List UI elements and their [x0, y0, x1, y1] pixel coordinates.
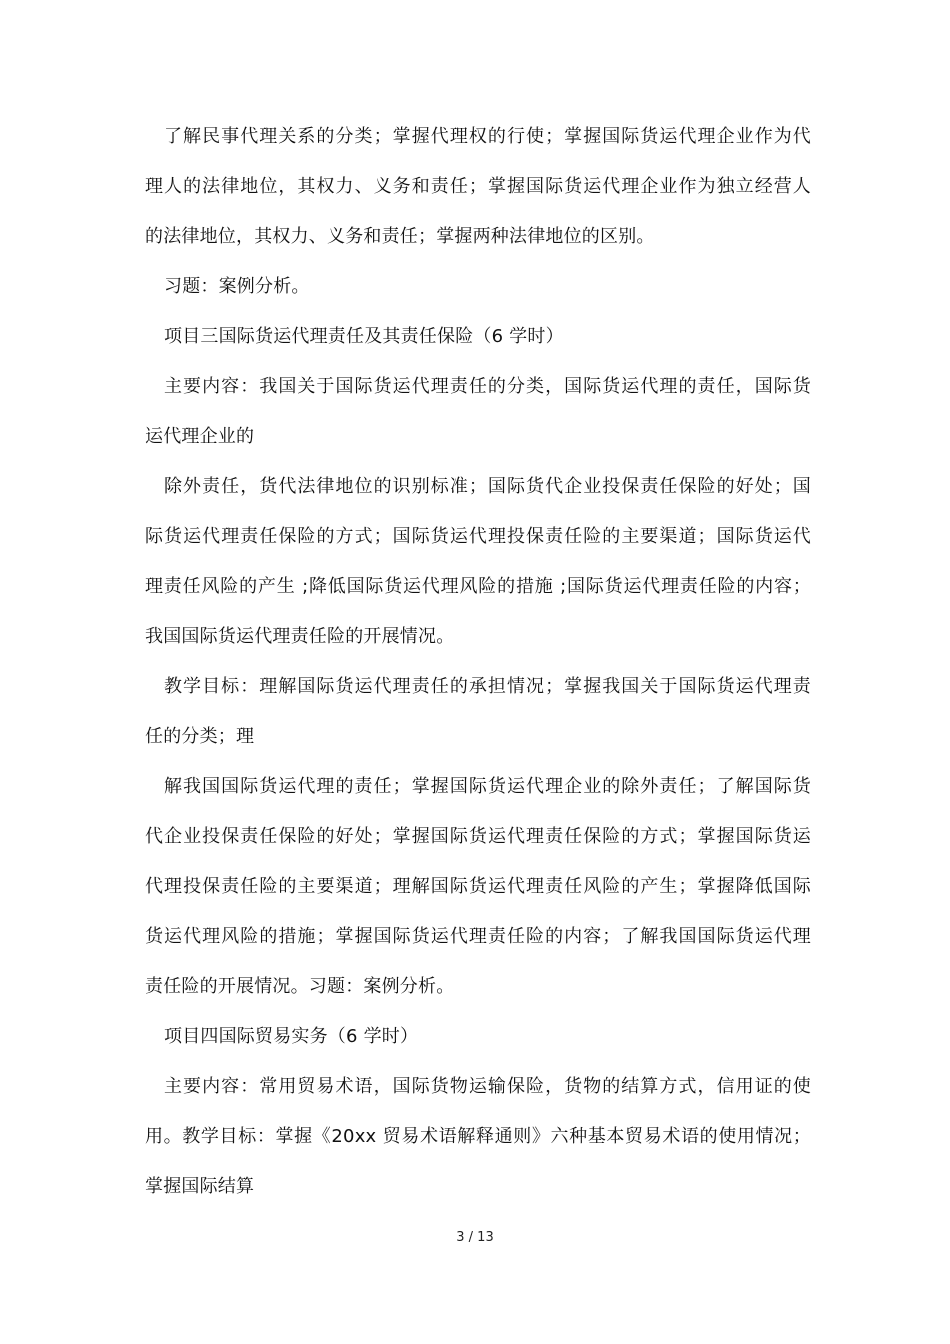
text-line: 掌握国际结算	[145, 1176, 255, 1197]
text-line: 理人的法律地位，其权力、义务和责任；掌握国际货运代理企业作为独立经营人	[145, 176, 811, 197]
text-line: 任的分类；理	[145, 726, 255, 747]
document-body	[145, 112, 811, 1212]
text-line: 的法律地位，其权力、义务和责任；掌握两种法律地位的区别。	[145, 226, 655, 247]
text-line: 代企业投保责任保险的好处；掌握国际货运代理责任保险的方式；掌握国际货运	[145, 826, 811, 847]
section-heading: 项目三国际货运代理责任及其责任保险（6 学时）	[164, 326, 564, 347]
text-line: 货运代理风险的措施；掌握国际货运代理责任险的内容；了解我国国际货运代理	[145, 926, 811, 947]
text-line: 责任险的开展情况。习题：案例分析。	[145, 976, 455, 997]
text-line: 了解民事代理关系的分类；掌握代理权的行使；掌握国际货运代理企业作为代	[164, 126, 811, 147]
text-line: 理责任风险的产生 ;降低国际货运代理风险的措施 ;国际货运代理责任险的内容；	[145, 576, 811, 597]
text-line: 用。教学目标：掌握《20xx 贸易术语解释通则》六种基本贸易术语的使用情况；	[145, 1126, 811, 1147]
text-line: 习题：案例分析。	[164, 276, 310, 297]
text-line: 我国国际货运代理责任险的开展情况。	[145, 626, 455, 647]
text-line: 运代理企业的	[145, 426, 255, 447]
text-line: 际货运代理责任保险的方式；国际货运代理投保责任险的主要渠道；国际货运代	[145, 526, 811, 547]
text-line: 教学目标：理解国际货运代理责任的承担情况；掌握我国关于国际货运代理责	[164, 676, 811, 697]
section-heading: 项目四国际贸易实务（6 学时）	[164, 1026, 419, 1047]
text-line: 解我国国际货运代理的责任；掌握国际货运代理企业的除外责任；了解国际货	[164, 776, 811, 797]
text-line: 主要内容：常用贸易术语，国际货物运输保险，货物的结算方式，信用证的使	[164, 1076, 811, 1097]
text-line: 主要内容：我国关于国际货运代理责任的分类，国际货运代理的责任，国际货	[164, 376, 811, 397]
text-line: 代理投保责任险的主要渠道；理解国际货运代理责任风险的产生；掌握降低国际	[145, 876, 811, 897]
page-number-footer: 3 / 13	[456, 1230, 494, 1245]
text-line: 除外责任，货代法律地位的识别标准；国际货代企业投保责任保险的好处；国	[164, 476, 811, 497]
